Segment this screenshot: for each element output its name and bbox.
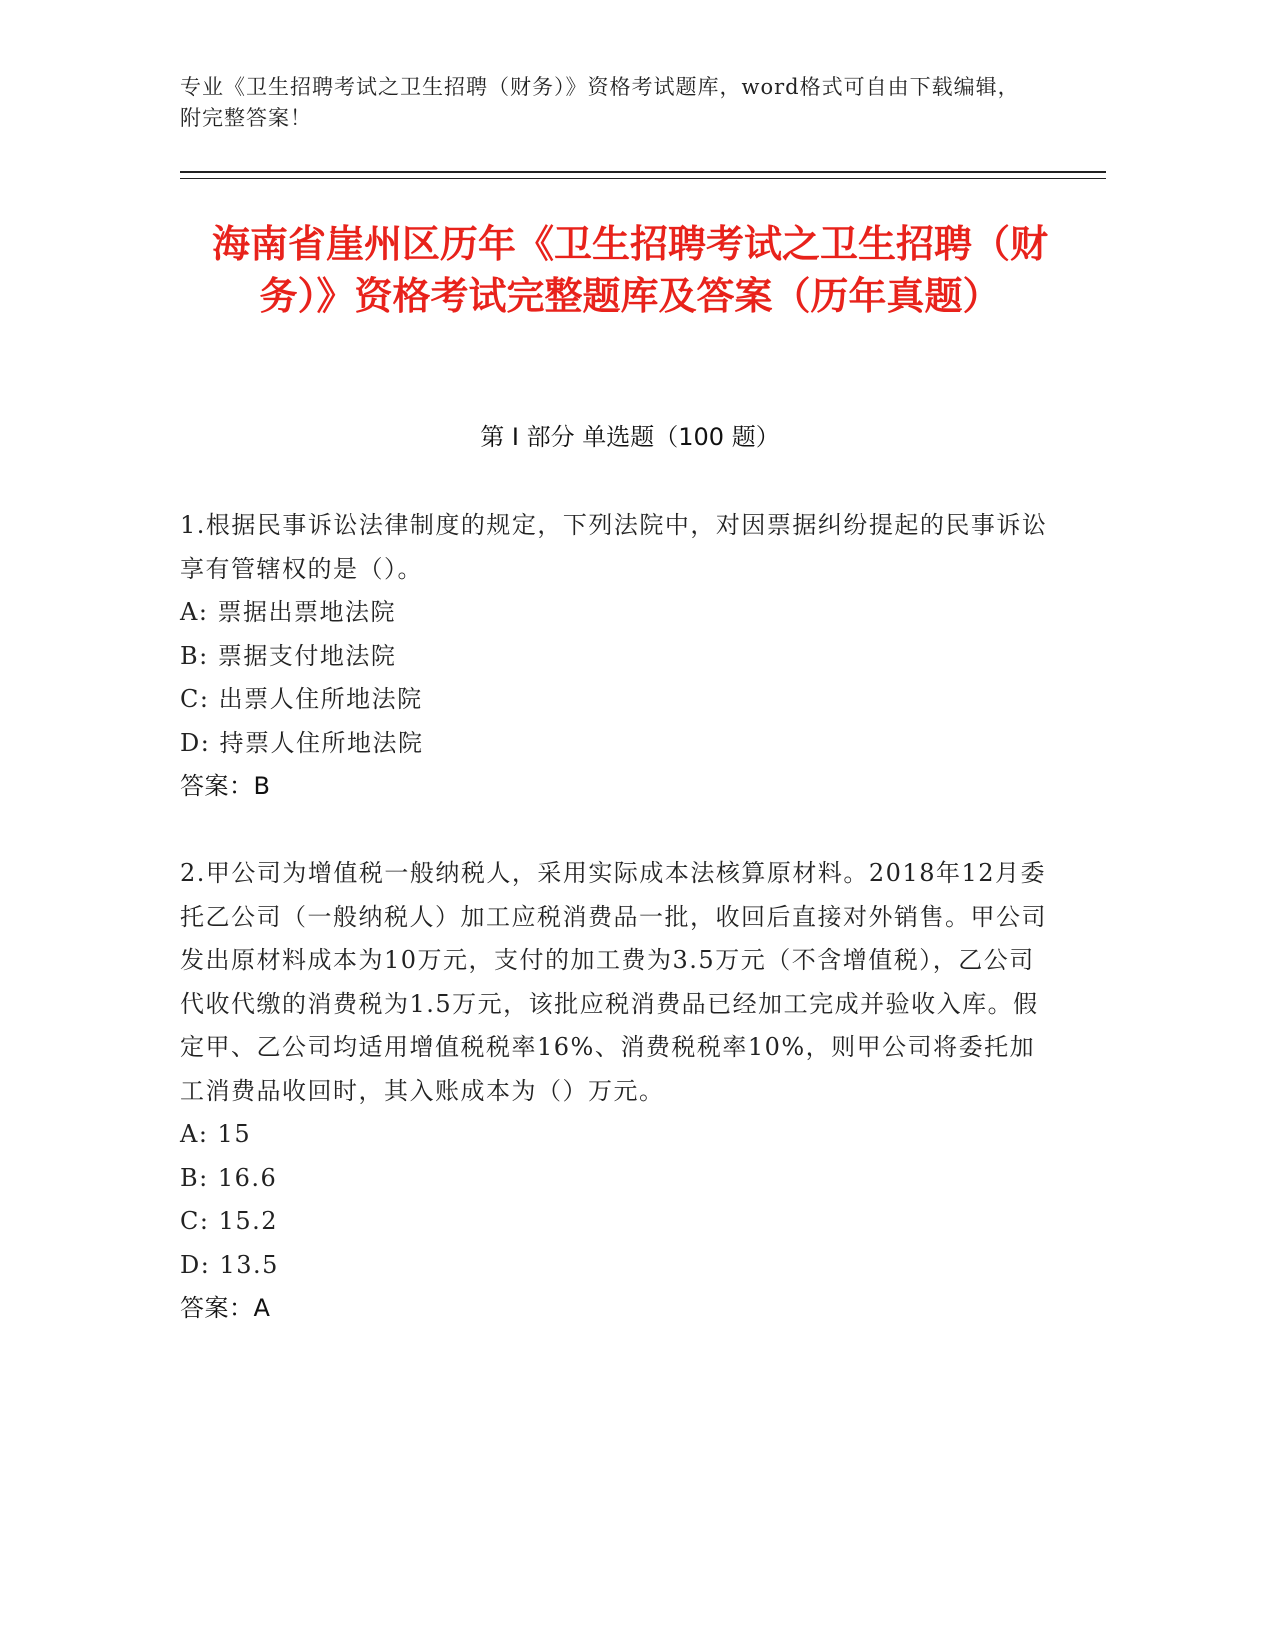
question-stem: 1.根据民事诉讼法律制度的规定，下列法院中，对因票据纠纷提起的民事诉讼享有管辖权的是（）。 <box>180 511 1048 583</box>
section-heading: 第 I 部分 单选题（100 题） <box>480 423 780 451</box>
option-c: C: 出票人住所地法院 <box>180 685 423 713</box>
question-stem: 2.甲公司为增值税一般纳税人，采用实际成本法核算原材料。2018年12月委托乙公司（一般纳税人）加工应税消费品一批，收回后直接对外销售。甲公司发出原材料成本为10万元，支付的加工费为3.5万元（不含增值税），乙公司代收代缴的消费税为1.5万元，该批应税消费品已经加工完成并验收入库。假定甲、乙公司均适用增值税税率16%、消费税税率10%，则甲公司将委托加工消费品收回时，其入账成本为（）万元。 <box>180 859 1047 1105</box>
option-d: D: 13.5 <box>180 1250 279 1279</box>
option-a: A: 票据出票地法院 <box>180 598 397 626</box>
header-divider-thin <box>180 178 1106 179</box>
question-2 <box>180 852 1050 1331</box>
answer-line: 答案：A <box>180 1294 271 1322</box>
option-d: D: 持票人住所地法院 <box>180 728 424 757</box>
option-b: B: 票据支付地法院 <box>180 641 397 670</box>
document-title: 海南省崖州区历年《卫生招聘考试之卫生招聘（财务）》资格考试完整题库及答案（历年真题） <box>211 222 1048 318</box>
header-divider-thick <box>180 171 1106 173</box>
option-b: B: 16.6 <box>180 1163 278 1192</box>
option-c: C: 15.2 <box>180 1207 279 1235</box>
header-note: 专业《卫生招聘考试之卫生招聘（财务）》资格考试题库，word格式可自由下载编辑，附完整答案！ <box>180 75 1020 130</box>
answer-line: 答案：B <box>180 772 271 800</box>
question-1 <box>180 504 1050 809</box>
option-a: A: 15 <box>180 1120 252 1148</box>
